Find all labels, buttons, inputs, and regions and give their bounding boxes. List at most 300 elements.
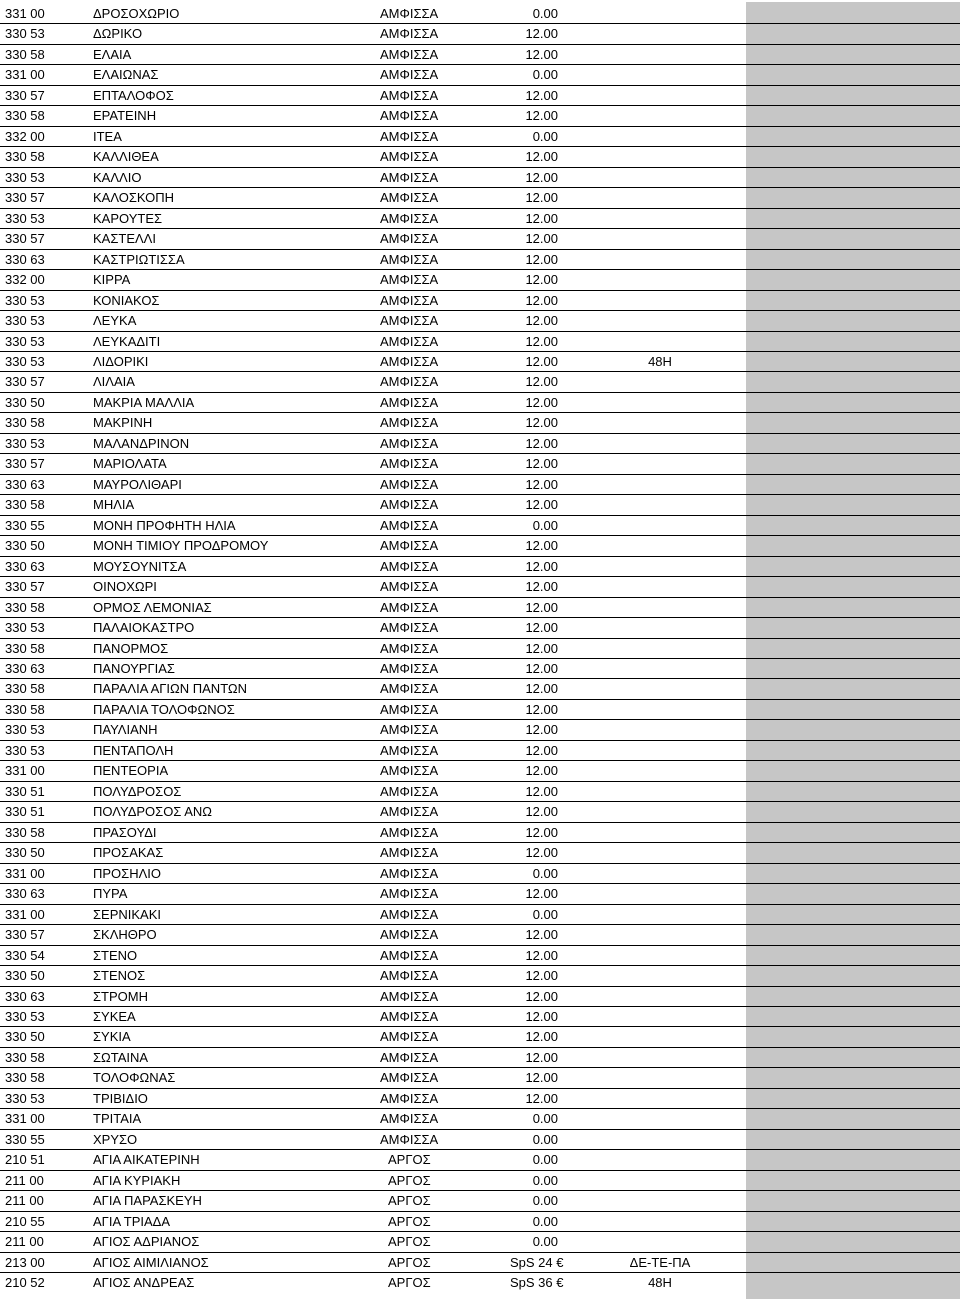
postal-code-cell: 330 53: [5, 333, 45, 349]
postal-code-cell: 330 54: [5, 947, 45, 963]
price-cell: 12.00: [525, 374, 558, 390]
table-row: [0, 598, 960, 618]
table-row: [0, 1273, 960, 1293]
price-cell: SpS 36 €: [510, 1275, 564, 1291]
location-name-cell: ΚΑΣΤΡΙΩΤΙΣΣΑ: [93, 251, 185, 267]
location-name-cell: ΤΡΙΒΙΔΙΟ: [93, 1090, 148, 1106]
location-name-cell: ΚΑΛΛΙΟ: [93, 169, 142, 185]
table-row: [0, 557, 960, 577]
price-cell: 12.00: [525, 353, 558, 369]
town-cell: ΑΜΦΙΣΣΑ: [380, 579, 439, 595]
town-cell: ΑΜΦΙΣΣΑ: [380, 476, 439, 492]
town-cell: ΑΜΦΙΣΣΑ: [380, 435, 439, 451]
town-cell: ΑΜΦΙΣΣΑ: [380, 394, 439, 410]
location-name-cell: ΚΟΝΙΑΚΟΣ: [93, 292, 160, 308]
price-cell: 12.00: [525, 947, 558, 963]
location-name-cell: ΙΤΕΑ: [93, 128, 122, 144]
postal-code-cell: 330 58: [5, 599, 45, 615]
table-row: [0, 475, 960, 495]
postal-code-cell: 330 58: [5, 1049, 45, 1065]
price-cell: 12.00: [525, 701, 558, 717]
postal-code-cell: 330 53: [5, 435, 45, 451]
table-row: [0, 1212, 960, 1232]
postal-code-cell: 330 63: [5, 886, 45, 902]
location-name-cell: ΠΟΛΥΔΡΟΣΟΣ ΑΝΩ: [93, 804, 213, 820]
table-row: [0, 188, 960, 208]
town-cell: ΑΜΦΙΣΣΑ: [380, 1049, 439, 1065]
table-row: [0, 127, 960, 147]
location-name-cell: ΑΓΙΟΣ ΑΝΔΡΕΑΣ: [93, 1275, 195, 1291]
postal-code-cell: 330 53: [5, 353, 45, 369]
town-cell: ΑΜΦΙΣΣΑ: [380, 210, 439, 226]
postal-code-cell: 330 53: [5, 26, 45, 42]
postal-code-cell: 330 63: [5, 661, 45, 676]
table-row: [0, 1130, 960, 1150]
location-name-cell: ΛΙΛΑΙΑ: [93, 374, 135, 390]
price-cell: 12.00: [525, 599, 558, 615]
price-cell: 12.00: [525, 845, 558, 861]
table-row: [0, 782, 960, 802]
price-cell: 0.00: [532, 1172, 558, 1188]
table-row: [0, 925, 960, 945]
table-row: [0, 291, 960, 311]
postal-code-cell: 211 00: [5, 1172, 44, 1188]
town-cell: ΑΜΦΙΣΣΑ: [380, 497, 439, 513]
price-cell: 12.00: [525, 538, 558, 554]
town-cell: ΑΜΦΙΣΣΑ: [380, 456, 439, 472]
price-cell: 0.00: [532, 1152, 558, 1168]
postal-code-cell: 330 53: [5, 1090, 45, 1106]
town-cell: ΑΜΦΙΣΣΑ: [380, 128, 439, 144]
postal-code-cell: 330 58: [5, 415, 45, 431]
town-cell: ΑΜΦΙΣΣΑ: [380, 763, 439, 779]
town-cell: ΑΜΦΙΣΣΑ: [380, 804, 439, 820]
town-cell: ΑΜΦΙΣΣΑ: [380, 1029, 439, 1045]
town-cell: ΑΜΦΙΣΣΑ: [380, 968, 439, 984]
location-name-cell: ΛΙΔΟΡΙΚΙ: [93, 353, 149, 369]
location-name-cell: ΛΕΥΚΑ: [93, 313, 137, 329]
price-cell: 0.00: [532, 1193, 558, 1209]
postal-code-cell: 331 00: [5, 67, 45, 83]
postal-code-cell: 330 58: [5, 824, 45, 840]
price-cell: 12.00: [525, 886, 558, 902]
table-row: [0, 1232, 960, 1252]
price-cell: 12.00: [525, 1029, 558, 1045]
table-row: [0, 966, 960, 986]
town-cell: ΑΜΦΙΣΣΑ: [380, 67, 439, 83]
postal-code-cell: 330 57: [5, 190, 45, 206]
table-row: [0, 741, 960, 761]
town-cell: ΑΜΦΙΣΣΑ: [380, 46, 439, 62]
postal-code-cell: 330 53: [5, 313, 45, 329]
location-name-cell: ΚΑΛΛΙΘΕΑ: [93, 149, 159, 165]
location-name-cell: ΠΑΝΟΡΜΟΣ: [93, 640, 169, 656]
town-cell: ΑΜΦΙΣΣΑ: [380, 1131, 439, 1147]
table-row: [0, 1109, 960, 1129]
postal-code-cell: 330 57: [5, 374, 45, 390]
price-cell: 12.00: [525, 783, 558, 799]
town-cell: ΑΡΓΟΣ: [388, 1234, 431, 1250]
table-row: [0, 209, 960, 229]
town-cell: ΑΜΦΙΣΣΑ: [380, 251, 439, 267]
price-cell: SpS 24 €: [510, 1254, 564, 1270]
table-row: [0, 1150, 960, 1170]
price-cell: 0.00: [532, 67, 558, 83]
postal-code-cell: 330 57: [5, 87, 45, 103]
table-row: [0, 864, 960, 884]
table-row: [0, 1171, 960, 1191]
table-row: [0, 311, 960, 331]
location-name-cell: ΠΑΛΑΙΟΚΑΣΤΡΟ: [93, 620, 195, 636]
table-row: [0, 24, 960, 44]
table-row: [0, 720, 960, 740]
town-cell: ΑΜΦΙΣΣΑ: [380, 415, 439, 431]
location-name-cell: ΤΟΛΟΦΩΝΑΣ: [93, 1070, 176, 1086]
location-name-cell: ΣΕΡΝΙΚΑΚΙ: [93, 906, 162, 922]
town-cell: ΑΜΦΙΣΣΑ: [380, 190, 439, 206]
postal-code-cell: 330 58: [5, 681, 45, 697]
postal-code-cell: 330 53: [5, 169, 45, 185]
town-cell: ΑΜΦΙΣΣΑ: [380, 517, 439, 533]
price-cell: 12.00: [525, 988, 558, 1004]
location-name-cell: ΠΕΝΤΕΟΡΙΑ: [93, 763, 169, 779]
town-cell: ΑΜΦΙΣΣΑ: [380, 558, 439, 574]
price-cell: 12.00: [525, 169, 558, 185]
location-name-cell: ΠΥΡΑ: [93, 886, 128, 902]
postal-code-cell: 210 51: [5, 1152, 45, 1168]
price-cell: 12.00: [525, 1070, 558, 1086]
location-name-cell: ΔΡΟΣΟΧΩΡΙΟ: [93, 6, 180, 21]
location-name-cell: ΑΓΙΑ ΤΡΙΑΔΑ: [93, 1213, 171, 1229]
town-cell: ΑΜΦΙΣΣΑ: [380, 374, 439, 390]
town-cell: ΑΜΦΙΣΣΑ: [380, 783, 439, 799]
table-row: [0, 761, 960, 781]
location-name-cell: ΣΤΕΝΟΣ: [93, 968, 146, 984]
table-row: [0, 106, 960, 126]
postal-code-cell: 332 00: [5, 272, 45, 288]
town-cell: ΑΜΦΙΣΣΑ: [380, 620, 439, 636]
table-row: [0, 372, 960, 392]
town-cell: ΑΜΦΙΣΣΑ: [380, 169, 439, 185]
postal-code-cell: 330 53: [5, 742, 45, 758]
town-cell: ΑΜΦΙΣΣΑ: [380, 1111, 439, 1127]
postal-code-cell: 330 50: [5, 538, 45, 554]
postal-code-cell: 330 57: [5, 579, 45, 595]
postal-code-cell: 211 00: [5, 1193, 44, 1209]
town-cell: ΑΜΦΙΣΣΑ: [380, 108, 439, 124]
table-row: [0, 495, 960, 515]
price-cell: 0.00: [532, 517, 558, 533]
table-row: [0, 639, 960, 659]
location-name-cell: ΠΡΟΣΗΛΙΟ: [93, 865, 162, 881]
postal-code-cell: 330 51: [5, 783, 45, 799]
town-cell: ΑΜΦΙΣΣΑ: [380, 988, 439, 1004]
postal-code-cell: 331 00: [5, 763, 45, 779]
location-name-cell: ΕΡΑΤΕΙΝΗ: [93, 108, 157, 124]
price-cell: 12.00: [525, 272, 558, 288]
table-row: [0, 536, 960, 556]
price-cell: 12.00: [525, 742, 558, 758]
location-name-cell: ΜΑΚΡΙΑ ΜΑΛΛΙΑ: [93, 394, 195, 410]
location-name-cell: ΑΓΙΑ ΠΑΡΑΣΚΕΥΗ: [93, 1193, 202, 1209]
price-cell: 12.00: [525, 497, 558, 513]
town-cell: ΑΜΦΙΣΣΑ: [380, 26, 439, 42]
table-row: [0, 65, 960, 85]
table-row: [0, 823, 960, 843]
price-cell: 12.00: [525, 231, 558, 247]
postal-code-cell: 330 55: [5, 1131, 45, 1147]
price-cell: 12.00: [525, 620, 558, 636]
postal-code-cell: 210 52: [5, 1275, 45, 1291]
town-cell: ΑΜΦΙΣΣΑ: [380, 353, 439, 369]
table-row: [0, 679, 960, 699]
postal-code-cell: 330 57: [5, 231, 45, 247]
town-cell: ΑΡΓΟΣ: [388, 1152, 431, 1168]
town-cell: ΑΜΦΙΣΣΑ: [380, 599, 439, 615]
price-cell: 12.00: [525, 476, 558, 492]
table-row: [0, 434, 960, 454]
table-row: [0, 1068, 960, 1088]
table-row: [0, 45, 960, 65]
table-row: [0, 516, 960, 536]
price-cell: 12.00: [525, 190, 558, 206]
price-cell: 12.00: [525, 26, 558, 42]
price-cell: 12.00: [525, 108, 558, 124]
price-cell: 12.00: [525, 435, 558, 451]
town-cell: ΑΜΦΙΣΣΑ: [380, 1008, 439, 1024]
table-row: [0, 352, 960, 372]
table-row: [0, 86, 960, 106]
town-cell: ΑΜΦΙΣΣΑ: [380, 886, 439, 902]
location-name-cell: ΣΤΕΝΟ: [93, 947, 138, 963]
location-name-cell: ΕΛΑΙΑ: [93, 46, 132, 62]
table-row: [0, 946, 960, 966]
postal-code-cell: 210 55: [5, 1213, 45, 1229]
town-cell: ΑΡΓΟΣ: [388, 1213, 431, 1229]
location-name-cell: ΑΓΙΑ ΚΥΡΙΑΚΗ: [93, 1172, 181, 1188]
location-name-cell: ΔΩΡΙΚΟ: [93, 26, 143, 42]
postal-code-cell: 330 53: [5, 722, 45, 738]
price-cell: 12.00: [525, 804, 558, 820]
location-name-cell: ΠΟΛΥΔΡΟΣΟΣ: [93, 783, 182, 799]
town-cell: ΑΜΦΙΣΣΑ: [380, 742, 439, 758]
price-cell: 12.00: [525, 333, 558, 349]
price-cell: 12.00: [525, 1090, 558, 1106]
price-cell: 12.00: [525, 824, 558, 840]
price-cell: 12.00: [525, 722, 558, 738]
price-cell: 12.00: [525, 394, 558, 410]
town-cell: ΑΜΦΙΣΣΑ: [380, 292, 439, 308]
postal-code-cell: 330 58: [5, 108, 45, 124]
price-cell: 12.00: [525, 681, 558, 697]
location-name-cell: ΣΥΚΕΑ: [93, 1008, 136, 1024]
price-cell: 12.00: [525, 210, 558, 226]
postal-code-cell: 330 63: [5, 558, 45, 574]
price-cell: 0.00: [532, 1111, 558, 1127]
location-name-cell: ΜΗΛΙΑ: [93, 497, 135, 513]
postal-code-cell: 331 00: [5, 6, 45, 21]
price-cell: 12.00: [525, 251, 558, 267]
price-cell: 12.00: [525, 313, 558, 329]
location-name-cell: ΣΥΚΙΑ: [93, 1029, 131, 1045]
price-cell: 0.00: [532, 1234, 558, 1250]
postal-code-cell: 331 00: [5, 1111, 45, 1127]
postal-code-cell: 330 55: [5, 517, 45, 533]
town-cell: ΑΡΓΟΣ: [388, 1254, 431, 1270]
location-name-cell: ΜΑΡΙΟΛΑΤΑ: [93, 456, 167, 472]
price-cell: 0.00: [532, 6, 558, 21]
price-cell: 12.00: [525, 968, 558, 984]
location-name-cell: ΚΑΣΤΕΛΛΙ: [93, 231, 156, 247]
note-cell: 48H: [648, 1275, 672, 1291]
table-row: [0, 618, 960, 638]
town-cell: ΑΜΦΙΣΣΑ: [380, 313, 439, 329]
table-row: [0, 884, 960, 904]
postal-code-cell: 330 58: [5, 149, 45, 165]
location-name-cell: ΜΟΝΗ ΤΙΜΙΟΥ ΠΡΟΔΡΟΜΟΥ: [93, 538, 269, 554]
table-row: [0, 1048, 960, 1068]
location-name-cell: ΜΑΥΡΟΛΙΘΑΡΙ: [93, 476, 182, 492]
table-row: [0, 987, 960, 1007]
town-cell: ΑΜΦΙΣΣΑ: [380, 149, 439, 165]
note-cell: 48H: [648, 353, 672, 369]
postal-price-table: [0, 4, 960, 1294]
table-row: [0, 1089, 960, 1109]
price-cell: 12.00: [525, 292, 558, 308]
postal-code-cell: 330 58: [5, 1070, 45, 1086]
town-cell: ΑΜΦΙΣΣΑ: [380, 701, 439, 717]
location-name-cell: ΚΙΡΡΑ: [93, 272, 131, 288]
note-cell: ΔΕ-ΤΕ-ΠΑ: [629, 1254, 691, 1270]
postal-code-cell: 331 00: [5, 906, 45, 922]
table-row: [0, 1191, 960, 1211]
postal-code-cell: 330 50: [5, 968, 45, 984]
location-name-cell: ΑΓΙΟΣ ΑΔΡΙΑΝΟΣ: [93, 1234, 200, 1250]
price-cell: 0.00: [532, 906, 558, 922]
town-cell: ΑΜΦΙΣΣΑ: [380, 87, 439, 103]
price-cell: 0.00: [532, 1131, 558, 1147]
price-cell: 12.00: [525, 579, 558, 595]
postal-code-cell: 330 53: [5, 292, 45, 308]
postal-code-cell: 330 63: [5, 251, 45, 267]
table-row: [0, 577, 960, 597]
price-cell: 12.00: [525, 927, 558, 943]
table-row: [0, 270, 960, 290]
town-cell: ΑΜΦΙΣΣΑ: [380, 272, 439, 288]
table-row: [0, 147, 960, 167]
table-row: [0, 1027, 960, 1047]
table-row: [0, 413, 960, 433]
price-cell: 12.00: [525, 46, 558, 62]
location-name-cell: ΧΡΥΣΟ: [93, 1131, 138, 1147]
price-cell: 12.00: [525, 763, 558, 779]
postal-code-cell: 330 53: [5, 1008, 45, 1024]
postal-code-cell: 330 58: [5, 497, 45, 513]
town-cell: ΑΡΓΟΣ: [388, 1193, 431, 1209]
postal-code-cell: 330 53: [5, 620, 45, 636]
town-cell: ΑΜΦΙΣΣΑ: [380, 824, 439, 840]
town-cell: ΑΜΦΙΣΣΑ: [380, 1070, 439, 1086]
price-cell: 12.00: [525, 456, 558, 472]
price-cell: 12.00: [525, 661, 558, 676]
town-cell: ΑΜΦΙΣΣΑ: [380, 681, 439, 697]
postal-code-cell: 330 57: [5, 456, 45, 472]
postal-code-cell: 213 00: [5, 1254, 45, 1270]
table-row: [0, 802, 960, 822]
table-row: [0, 454, 960, 474]
town-cell: ΑΜΦΙΣΣΑ: [380, 865, 439, 881]
location-name-cell: ΛΕΥΚΑΔΙΤΙ: [93, 333, 161, 349]
postal-code-cell: 330 58: [5, 640, 45, 656]
price-cell: 12.00: [525, 415, 558, 431]
town-cell: ΑΜΦΙΣΣΑ: [380, 640, 439, 656]
town-cell: ΑΜΦΙΣΣΑ: [380, 722, 439, 738]
postal-code-cell: 330 53: [5, 210, 45, 226]
postal-code-cell: 331 00: [5, 865, 45, 881]
town-cell: ΑΜΦΙΣΣΑ: [380, 845, 439, 861]
table-row: [0, 700, 960, 720]
table-row: [0, 1253, 960, 1273]
table-row: [0, 4, 960, 24]
table-row: [0, 1007, 960, 1027]
postal-code-cell: 330 57: [5, 927, 45, 943]
location-name-cell: ΣΩΤΑΙΝΑ: [93, 1049, 149, 1065]
table-row: [0, 659, 960, 679]
location-name-cell: ΟΡΜΟΣ ΛΕΜΟΝΙΑΣ: [93, 599, 212, 615]
location-name-cell: ΠΑΥΛΙΑΝΗ: [93, 722, 158, 738]
postal-code-cell: 330 63: [5, 476, 45, 492]
location-name-cell: ΜΟΝΗ ΠΡΟΦΗΤΗ ΗΛΙΑ: [93, 517, 236, 533]
table-row: [0, 393, 960, 413]
price-cell: 0.00: [532, 1213, 558, 1229]
location-name-cell: ΠΕΝΤΑΠΟΛΗ: [93, 742, 174, 758]
location-name-cell: ΕΠΤΑΛΟΦΟΣ: [93, 87, 174, 103]
price-cell: 12.00: [525, 149, 558, 165]
location-name-cell: ΤΡΙΤΑΙΑ: [93, 1111, 142, 1127]
town-cell: ΑΜΦΙΣΣΑ: [380, 231, 439, 247]
table-row: [0, 229, 960, 249]
location-name-cell: ΠΑΡΑΛΙΑ ΑΓΙΩΝ ΠΑΝΤΩΝ: [93, 681, 248, 697]
postal-code-cell: 330 50: [5, 845, 45, 861]
postal-code-cell: 330 50: [5, 394, 45, 410]
location-name-cell: ΜΑΚΡΙΝΗ: [93, 415, 153, 431]
price-cell: 12.00: [525, 558, 558, 574]
location-name-cell: ΑΓΙΟΣ ΑΙΜΙΛΙΑΝΟΣ: [93, 1254, 209, 1270]
location-name-cell: ΑΓΙΑ ΑΙΚΑΤΕΡΙΝΗ: [93, 1152, 200, 1168]
postal-code-cell: 332 00: [5, 128, 45, 144]
town-cell: ΑΜΦΙΣΣΑ: [380, 333, 439, 349]
location-name-cell: ΠΡΟΣΑΚΑΣ: [93, 845, 164, 861]
location-name-cell: ΟΙΝΟΧΩΡΙ: [93, 579, 157, 595]
town-cell: ΑΜΦΙΣΣΑ: [380, 927, 439, 943]
location-name-cell: ΜΑΛΑΝΔΡΙΝΟΝ: [93, 435, 190, 451]
town-cell: ΑΜΦΙΣΣΑ: [380, 947, 439, 963]
town-cell: ΑΜΦΙΣΣΑ: [380, 538, 439, 554]
postal-code-cell: 211 00: [5, 1234, 44, 1250]
price-cell: 12.00: [525, 1049, 558, 1065]
town-cell: ΑΡΓΟΣ: [388, 1275, 431, 1291]
town-cell: ΑΡΓΟΣ: [388, 1172, 431, 1188]
location-name-cell: ΚΑΛΟΣΚΟΠΗ: [93, 190, 175, 206]
location-name-cell: ΚΑΡΟΥΤΕΣ: [93, 210, 163, 226]
table-row: [0, 905, 960, 925]
table-row: [0, 168, 960, 188]
location-name-cell: ΣΚΛΗΘΡΟ: [93, 927, 157, 943]
location-name-cell: ΠΑΝΟΥΡΓΙΑΣ: [93, 661, 175, 676]
price-cell: 0.00: [532, 865, 558, 881]
price-cell: 12.00: [525, 1008, 558, 1024]
table-row: [0, 843, 960, 863]
